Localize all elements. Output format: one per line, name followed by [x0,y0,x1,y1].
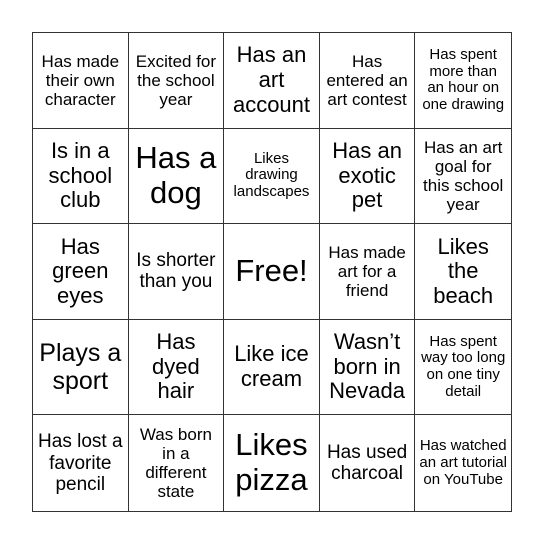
bingo-cell[interactable]: Has an exotic pet [320,129,416,225]
bingo-cell[interactable]: Has made their own character [33,33,129,129]
bingo-cell[interactable]: Has spent way too long on one tiny detail [415,320,511,416]
bingo-cell[interactable]: Has lost a favorite pencil [33,415,129,511]
bingo-cell[interactable]: Wasn’t born in Nevada [320,320,416,416]
bingo-cell[interactable]: Likes the beach [415,224,511,320]
bingo-cell[interactable]: Likes pizza [224,415,320,511]
bingo-cell[interactable]: Has entered an art contest [320,33,416,129]
bingo-cell[interactable]: Has used charcoal [320,415,416,511]
bingo-cell[interactable]: Is in a school club [33,129,129,225]
bingo-cell[interactable]: Excited for the school year [129,33,225,129]
bingo-cell[interactable]: Has an art account [224,33,320,129]
bingo-cell[interactable]: Has green eyes [33,224,129,320]
bingo-cell[interactable]: Likes drawing landscapes [224,129,320,225]
bingo-cell[interactable]: Has spent more than an hour on one drawing [415,33,511,129]
bingo-cell[interactable]: Has watched an art tutorial on YouTube [419,436,507,488]
free-space-cell[interactable]: Free! [224,224,320,320]
bingo-cell[interactable]: Has made art for a friend [320,224,416,320]
bingo-cell[interactable]: Plays a sport [33,320,129,416]
bingo-cell[interactable]: Has a dog [129,129,225,225]
bingo-cell[interactable]: Was born in a different state [129,415,225,511]
bingo-cell[interactable]: Has an art goal for this school year [415,129,511,225]
bingo-cell[interactable]: Like ice cream [224,320,320,416]
bingo-cell[interactable]: Has dyed hair [129,320,225,416]
bingo-board [32,32,512,512]
bingo-cell[interactable]: Is shorter than you [129,224,225,320]
